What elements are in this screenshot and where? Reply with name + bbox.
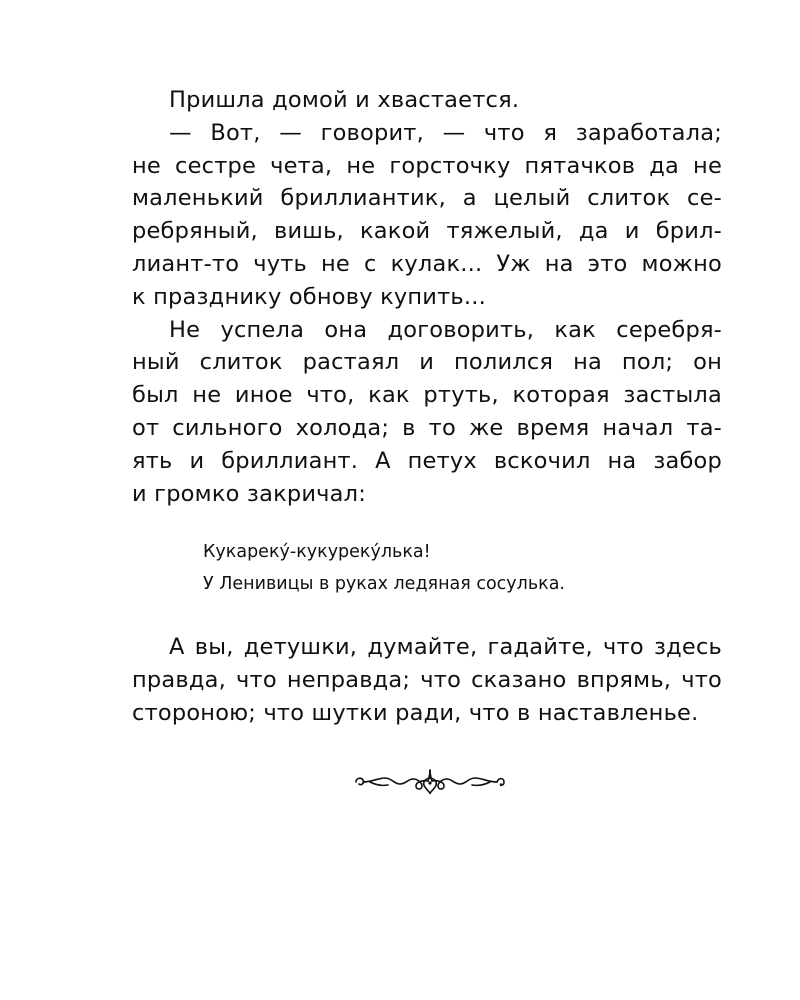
verse bbox=[203, 536, 565, 600]
main-text bbox=[132, 84, 722, 510]
text-line: к празднику обнову купить... bbox=[132, 283, 486, 310]
text-line: Пришла домой и хвастается. bbox=[169, 87, 520, 113]
text-line: был не иное что, как ртуть, которая застыла bbox=[132, 382, 722, 409]
text-line: ный слиток растаял и полился на пол; он bbox=[132, 349, 722, 376]
text-line: правда, что неправда; что сказано впрямь, что bbox=[132, 666, 722, 693]
text-line: не сестре чета, не горсточку пятачков да не bbox=[132, 152, 722, 179]
flourish-divider-icon bbox=[352, 767, 508, 797]
verse-line: Кукареку́-кукуреку́лька! bbox=[203, 542, 431, 562]
text-line: лиант-то чуть не с кулак... Уж на это можно bbox=[132, 250, 722, 277]
closing-paragraph bbox=[132, 631, 722, 729]
verse-line: У Ленивицы в руках ледяная сосулька. bbox=[203, 574, 565, 594]
text-line: стороною; что шутки ради, что в наставленье. bbox=[132, 699, 699, 726]
text-line: ять и бриллиант. А петух вскочил на забор bbox=[132, 447, 722, 474]
text-line: Не успела она договорить, как серебря- bbox=[169, 316, 722, 343]
text-line: и громко закричал: bbox=[132, 480, 367, 507]
text-line: от сильного холода; в то же время начал та- bbox=[132, 414, 722, 441]
text-line: — Вот, — говорит, — что я заработала; bbox=[169, 119, 722, 146]
text-line: ребряный, вишь, какой тяжелый, да и брил- bbox=[132, 218, 722, 245]
text-line: маленький бриллиантик, а целый слиток се- bbox=[132, 185, 722, 212]
text-line: А вы, детушки, думайте, гадайте, что здесь bbox=[169, 634, 722, 660]
